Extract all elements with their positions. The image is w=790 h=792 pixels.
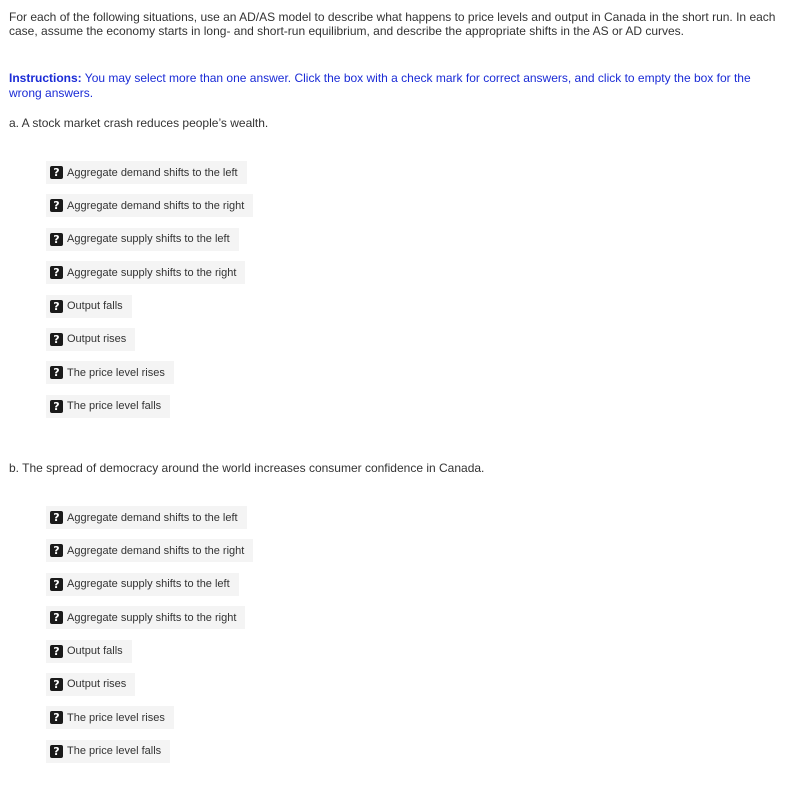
question-mark-icon[interactable]: ? [50,233,63,246]
option-b-price-rises[interactable] [46,706,174,729]
question-b-prompt: b. The spread of democracy around the world increases consumer confidence in Canada. [9,461,485,475]
option-label: Aggregate supply shifts to the right [67,266,237,279]
option-b-price-falls[interactable] [46,740,170,763]
option-b-output-falls[interactable] [46,640,132,663]
option-label: The price level rises [67,711,165,724]
option-a-as-right[interactable] [46,261,245,284]
question-mark-icon[interactable]: ? [50,544,63,557]
option-label: Aggregate demand shifts to the left [67,511,238,524]
option-a-output-falls[interactable] [46,295,132,318]
question-mark-icon[interactable]: ? [50,199,63,212]
option-a-ad-left[interactable] [46,161,247,184]
question-mark-icon[interactable]: ? [50,645,63,658]
question-mark-icon[interactable]: ? [50,166,63,179]
option-a-price-falls[interactable] [46,395,170,418]
question-b-options [46,506,253,773]
option-a-price-rises[interactable] [46,361,174,384]
option-label: Aggregate supply shifts to the right [67,611,237,624]
instructions-label: Instructions: [9,71,82,85]
question-mark-icon[interactable]: ? [50,400,63,413]
option-label: Aggregate supply shifts to the left [67,233,230,246]
question-mark-icon[interactable]: ? [50,300,63,313]
option-label: The price level falls [67,745,162,758]
option-label: Output rises [67,333,127,346]
option-label: Aggregate demand shifts to the left [67,166,238,179]
intro-text: For each of the following situations, use an AD/AS model to describe what happens to price levels and output in Canada in the short run. In each case, assume the economy starts in long- and short-run equilibrium, and describe the appropriate shifts in the AS or AD curves. [9,10,776,38]
question-mark-icon[interactable]: ? [50,333,63,346]
question-mark-icon[interactable]: ? [50,611,63,624]
question-mark-icon[interactable]: ? [50,266,63,279]
option-b-ad-left[interactable] [46,506,247,529]
option-label: Output rises [67,678,127,691]
option-b-as-left[interactable] [46,573,239,596]
option-label: Aggregate demand shifts to the right [67,544,245,557]
option-a-ad-right[interactable] [46,194,253,217]
option-b-output-rises[interactable] [46,673,135,696]
question-mark-icon[interactable]: ? [50,511,63,524]
option-a-output-rises[interactable] [46,328,135,351]
question-a-options [46,161,253,428]
option-label: Aggregate supply shifts to the left [67,578,230,591]
option-label: Output falls [67,645,123,658]
question-mark-icon[interactable]: ? [50,366,63,379]
option-b-ad-right[interactable] [46,539,253,562]
option-label: Aggregate demand shifts to the right [67,199,245,212]
question-mark-icon[interactable]: ? [50,711,63,724]
option-b-as-right[interactable] [46,606,245,629]
option-label: The price level rises [67,366,165,379]
option-label: The price level falls [67,400,162,413]
question-mark-icon[interactable]: ? [50,578,63,591]
question-mark-icon[interactable]: ? [50,745,63,758]
instructions-body: You may select more than one answer. Click the box with a check mark for correct answers, and click to empty the box for the wrong answers. [9,71,751,100]
option-label: Output falls [67,300,123,313]
question-mark-icon[interactable]: ? [50,678,63,691]
option-a-as-left[interactable] [46,228,239,251]
instructions-text [9,71,781,101]
question-a-prompt: a. A stock market crash reduces people’s wealth. [9,116,269,130]
